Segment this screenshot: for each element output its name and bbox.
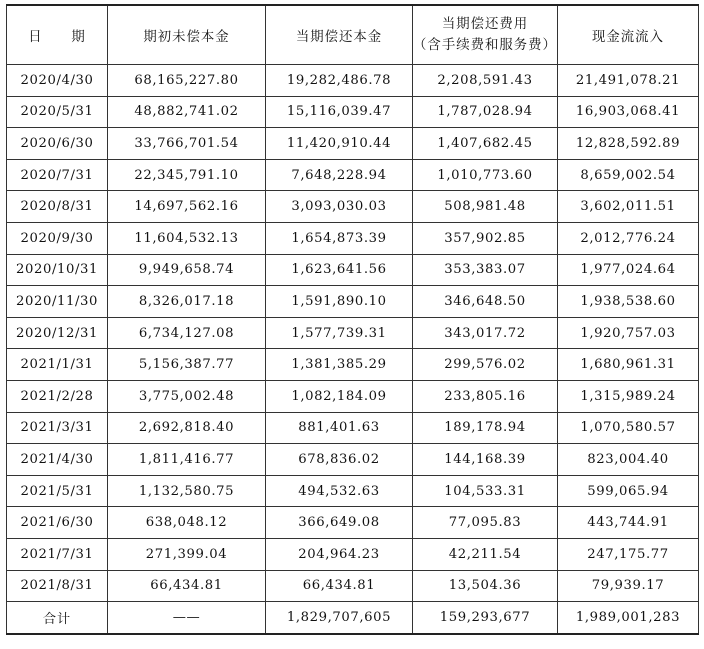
cell-cash-inflow: 1,680,961.31 <box>558 349 699 381</box>
cell-cash-inflow: 443,744.91 <box>558 507 699 539</box>
cell-cash-inflow: 79,939.17 <box>558 570 699 602</box>
table-row <box>7 349 699 381</box>
cell-principal-repaid: 1,654,873.39 <box>266 222 413 254</box>
cell-cash-inflow: 1,315,989.24 <box>558 380 699 412</box>
cell-date: 2021/8/31 <box>7 570 108 602</box>
cell-principal-repaid: 1,082,184.09 <box>266 380 413 412</box>
cell-fees: 1,407,682.45 <box>413 128 558 160</box>
cell-fees: 77,095.83 <box>413 507 558 539</box>
cell-opening-principal: 68,165,227.80 <box>108 65 266 97</box>
cell-date: 2021/1/31 <box>7 349 108 381</box>
cell-principal-repaid: 66,434.81 <box>266 570 413 602</box>
table-row <box>7 444 699 476</box>
total-opening-principal: —— <box>108 602 266 634</box>
cell-date: 2021/3/31 <box>7 412 108 444</box>
header-opening-principal: 期初未偿本金 <box>108 5 266 65</box>
cell-date: 2021/2/28 <box>7 380 108 412</box>
header-fees-line1: 当期偿还费用 <box>441 17 529 32</box>
cell-fees: 353,383.07 <box>413 254 558 286</box>
cell-principal-repaid: 494,532.63 <box>266 475 413 507</box>
cash-flow-table <box>6 4 699 635</box>
cell-cash-inflow: 247,175.77 <box>558 538 699 570</box>
cell-fees: 189,178.94 <box>413 412 558 444</box>
cell-cash-inflow: 1,938,538.60 <box>558 286 699 318</box>
cell-cash-inflow: 1,977,024.64 <box>558 254 699 286</box>
table-row <box>7 286 699 318</box>
cell-opening-principal: 5,156,387.77 <box>108 349 266 381</box>
cell-principal-repaid: 1,577,739.31 <box>266 317 413 349</box>
table-row <box>7 475 699 507</box>
cell-opening-principal: 22,345,791.10 <box>108 159 266 191</box>
cell-opening-principal: 8,326,017.18 <box>108 286 266 318</box>
table-row <box>7 317 699 349</box>
cell-principal-repaid: 1,381,385.29 <box>266 349 413 381</box>
cell-date: 2020/12/31 <box>7 317 108 349</box>
table-row <box>7 254 699 286</box>
cell-date: 2020/10/31 <box>7 254 108 286</box>
cell-opening-principal: 33,766,701.54 <box>108 128 266 160</box>
cell-cash-inflow: 12,828,592.89 <box>558 128 699 160</box>
cell-cash-inflow: 1,070,580.57 <box>558 412 699 444</box>
cell-opening-principal: 271,399.04 <box>108 538 266 570</box>
cell-principal-repaid: 19,282,486.78 <box>266 65 413 97</box>
cell-fees: 299,576.02 <box>413 349 558 381</box>
cell-cash-inflow: 3,602,011.51 <box>558 191 699 223</box>
cell-cash-inflow: 599,065.94 <box>558 475 699 507</box>
total-principal-repaid: 1,829,707,605 <box>266 602 413 634</box>
cell-opening-principal: 11,604,532.13 <box>108 222 266 254</box>
table-row <box>7 412 699 444</box>
cell-principal-repaid: 881,401.63 <box>266 412 413 444</box>
cell-date: 2020/5/31 <box>7 96 108 128</box>
cell-cash-inflow: 2,012,776.24 <box>558 222 699 254</box>
cell-date: 2020/7/31 <box>7 159 108 191</box>
table-row <box>7 96 699 128</box>
table-row <box>7 191 699 223</box>
cell-fees: 1,787,028.94 <box>413 96 558 128</box>
cell-date: 2020/8/31 <box>7 191 108 223</box>
cell-principal-repaid: 678,836.02 <box>266 444 413 476</box>
cell-opening-principal: 66,434.81 <box>108 570 266 602</box>
total-cash-inflow: 1,989,001,283 <box>558 602 699 634</box>
table-row <box>7 538 699 570</box>
cell-date: 2021/7/31 <box>7 538 108 570</box>
header-date: 日 期 <box>7 5 108 65</box>
cell-opening-principal: 6,734,127.08 <box>108 317 266 349</box>
cell-principal-repaid: 204,964.23 <box>266 538 413 570</box>
cell-cash-inflow: 823,004.40 <box>558 444 699 476</box>
cell-principal-repaid: 1,623,641.56 <box>266 254 413 286</box>
header-row <box>7 5 699 65</box>
table-row <box>7 570 699 602</box>
table-row <box>7 159 699 191</box>
table-row <box>7 507 699 539</box>
cell-fees: 346,648.50 <box>413 286 558 318</box>
cell-fees: 233,805.16 <box>413 380 558 412</box>
table-row <box>7 65 699 97</box>
cell-date: 2021/5/31 <box>7 475 108 507</box>
cell-cash-inflow: 8,659,002.54 <box>558 159 699 191</box>
header-cash-inflow: 现金流流入 <box>558 5 699 65</box>
table-row <box>7 380 699 412</box>
cell-fees: 343,017.72 <box>413 317 558 349</box>
cell-opening-principal: 9,949,658.74 <box>108 254 266 286</box>
cell-principal-repaid: 3,093,030.03 <box>266 191 413 223</box>
table-body <box>7 65 699 634</box>
cell-principal-repaid: 11,420,910.44 <box>266 128 413 160</box>
cell-date: 2020/11/30 <box>7 286 108 318</box>
cell-date: 2020/6/30 <box>7 128 108 160</box>
cell-opening-principal: 638,048.12 <box>108 507 266 539</box>
table-row <box>7 222 699 254</box>
header-principal-repaid: 当期偿还本金 <box>266 5 413 65</box>
cell-cash-inflow: 21,491,078.21 <box>558 65 699 97</box>
cell-principal-repaid: 15,116,039.47 <box>266 96 413 128</box>
cell-fees: 144,168.39 <box>413 444 558 476</box>
cell-fees: 42,211.54 <box>413 538 558 570</box>
cell-date: 2021/6/30 <box>7 507 108 539</box>
cell-fees: 13,504.36 <box>413 570 558 602</box>
cell-opening-principal: 3,775,002.48 <box>108 380 266 412</box>
cell-cash-inflow: 1,920,757.03 <box>558 317 699 349</box>
cell-opening-principal: 1,811,416.77 <box>108 444 266 476</box>
cell-date: 2021/4/30 <box>7 444 108 476</box>
cell-opening-principal: 1,132,580.75 <box>108 475 266 507</box>
header-fees <box>413 5 558 65</box>
cell-opening-principal: 2,692,818.40 <box>108 412 266 444</box>
cell-principal-repaid: 366,649.08 <box>266 507 413 539</box>
total-label: 合计 <box>7 602 108 634</box>
header-fees-line2: （含手续费和服务费） <box>413 38 557 53</box>
cell-fees: 357,902.85 <box>413 222 558 254</box>
cell-opening-principal: 14,697,562.16 <box>108 191 266 223</box>
cell-principal-repaid: 1,591,890.10 <box>266 286 413 318</box>
cell-cash-inflow: 16,903,068.41 <box>558 96 699 128</box>
table-row <box>7 128 699 160</box>
cell-date: 2020/4/30 <box>7 65 108 97</box>
cell-fees: 2,208,591.43 <box>413 65 558 97</box>
cell-opening-principal: 48,882,741.02 <box>108 96 266 128</box>
cell-date: 2020/9/30 <box>7 222 108 254</box>
total-row <box>7 602 699 634</box>
cell-fees: 1,010,773.60 <box>413 159 558 191</box>
cell-fees: 508,981.48 <box>413 191 558 223</box>
cell-principal-repaid: 7,648,228.94 <box>266 159 413 191</box>
total-fees: 159,293,677 <box>413 602 558 634</box>
cell-fees: 104,533.31 <box>413 475 558 507</box>
